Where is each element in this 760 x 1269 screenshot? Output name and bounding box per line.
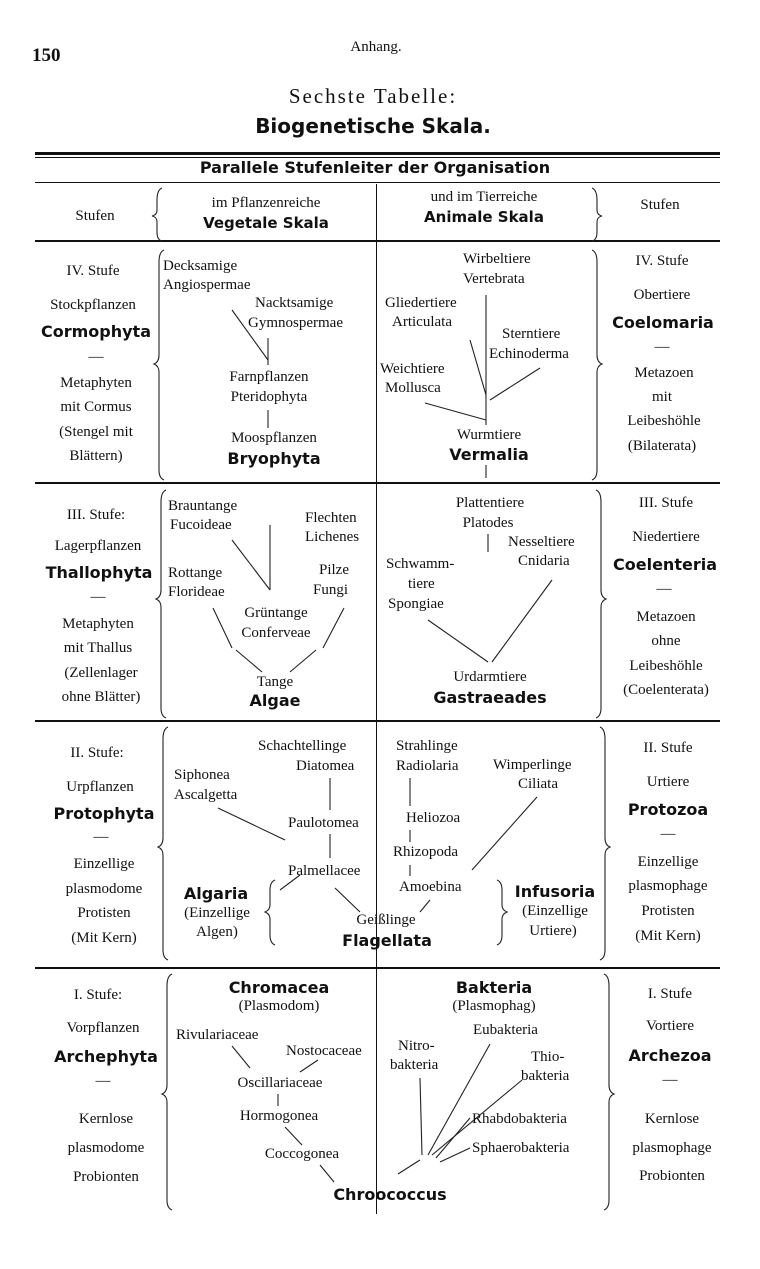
- right-cell-term: Coelenteria: [613, 555, 717, 574]
- left-cell-dash: —: [93, 829, 109, 845]
- animal-taxon: Urtiere): [529, 923, 577, 939]
- left-cell-line: (Zellenlager: [64, 665, 138, 681]
- animal-taxon: Vertebrata: [463, 271, 525, 287]
- right-cell-line: Niedertiere: [632, 529, 700, 545]
- header-left-brace: [152, 188, 162, 241]
- animal-taxon: Rhizopoda: [393, 844, 458, 860]
- animal-taxon: Platodes: [462, 515, 514, 531]
- right-cell-line: (Coelenterata): [623, 682, 709, 698]
- animal-taxon: Spongiae: [388, 596, 444, 612]
- header-right-brace: [592, 188, 602, 241]
- plant-taxon: Palmellacee: [288, 863, 361, 879]
- plant-taxon: Rivulariaceae: [176, 1027, 259, 1043]
- animal-taxon: Sterntiere: [502, 326, 561, 342]
- animal-taxon: Nesseltiere: [508, 534, 575, 550]
- animal-taxon: Thio-: [531, 1049, 565, 1065]
- plant-taxon: Angiospermae: [163, 277, 251, 293]
- plant-taxon: Diatomea: [296, 758, 355, 774]
- plant-taxon: Paulotomea: [288, 815, 359, 831]
- animal-taxon: Heliozoa: [406, 810, 461, 826]
- left-cell-line: Vorpflanzen: [66, 1020, 140, 1036]
- left-cell-line: plasmodome: [67, 1140, 145, 1156]
- right-cell-term: Protozoa: [627, 800, 709, 819]
- right-cell-line: (Bilaterata): [627, 438, 697, 454]
- left-cell-line: ohne Blätter): [61, 689, 141, 705]
- right-cell-line: Urtiere: [646, 774, 690, 790]
- left-cell-dash: —: [90, 589, 106, 605]
- animal-taxon: Rhabdobakteria: [472, 1111, 567, 1127]
- animal-taxon: Wurmtiere: [456, 427, 522, 443]
- animal-taxon-group: Gastraeades: [433, 688, 547, 707]
- right-cell-line: plasmophage: [632, 1140, 712, 1156]
- left-cell-line: plasmodome: [65, 881, 143, 897]
- left-cell-line: Urpflanzen: [66, 779, 134, 795]
- plant-taxon: Algen): [196, 924, 238, 940]
- plant-taxon-group: Bryophyta: [227, 449, 321, 468]
- animal-taxon: (Einzellige: [522, 903, 588, 919]
- right-cell-line: II. Stufe: [643, 740, 693, 756]
- left-cell-line: Kernlose: [78, 1111, 134, 1127]
- plant-taxon: Schachtellinge: [258, 738, 347, 754]
- left-cell-line: Blättern): [69, 448, 123, 464]
- plant-taxon: Grüntange: [244, 605, 308, 621]
- header-right-stufen: Stufen: [640, 197, 680, 213]
- table-banner: Parallele Stufenleiter der Organisation: [199, 158, 551, 177]
- animal-taxon: Articulata: [392, 314, 452, 330]
- left-cell-line: Metaphyten: [62, 616, 134, 632]
- animal-taxon: Urdarmtiere: [453, 669, 527, 685]
- right-cell-line: mit: [651, 389, 673, 405]
- left-cell-line: Metaphyten: [60, 375, 132, 391]
- animal-taxon: Plattentiere: [455, 495, 525, 511]
- right-cell-line: Vortiere: [645, 1018, 695, 1034]
- animal-taxon: Amoebina: [399, 879, 462, 895]
- left-cell-line: IV. Stufe: [66, 263, 120, 279]
- plant-taxon: Nacktsamige: [255, 295, 334, 311]
- page-number: 150: [32, 45, 61, 66]
- right-cell-term: Archezoa: [628, 1046, 712, 1065]
- right-cell-line: Kernlose: [644, 1111, 700, 1127]
- animal-taxon: Radiolaria: [396, 758, 459, 774]
- plant-taxon-group: Algae: [249, 691, 301, 710]
- right-cell-line: plasmophage: [628, 878, 708, 894]
- header-animal-scale: Animale Skala: [424, 208, 544, 226]
- right-cell-dash: —: [662, 1072, 678, 1088]
- animal-taxon: Cnidaria: [518, 553, 570, 569]
- table-title: Sechste Tabelle:: [288, 84, 458, 108]
- left-cell-line: (Mit Kern): [71, 930, 137, 946]
- right-cell-line: Leibeshöhle: [629, 658, 703, 674]
- right-cell-line: III. Stufe: [638, 495, 694, 511]
- plant-taxon-group: Algaria: [183, 884, 249, 903]
- left-cell-line: II. Stufe:: [70, 745, 124, 761]
- plant-taxon: Tange: [256, 674, 294, 690]
- left-cell-dash: —: [95, 1073, 111, 1089]
- animal-taxon: Eubakteria: [473, 1022, 538, 1038]
- right-cell-line: IV. Stufe: [635, 253, 689, 269]
- plant-taxon: Flechten: [305, 510, 357, 526]
- plant-taxon: (Einzellige: [184, 905, 250, 921]
- right-cell-dash: —: [656, 581, 672, 597]
- right-cell-line: Probionten: [639, 1168, 705, 1184]
- right-cell-line: (Mit Kern): [635, 928, 701, 944]
- header-animal-title: und im Tierreiche: [430, 189, 538, 205]
- animal-taxon-group: Vermalia: [449, 445, 529, 464]
- center-taxon-group: Chroococcus: [333, 1185, 447, 1204]
- animal-taxon: bakteria: [521, 1068, 570, 1084]
- animal-taxon: Sphaerobakteria: [472, 1140, 570, 1156]
- left-cell-term: Cormophyta: [40, 322, 152, 341]
- right-cell-dash: —: [660, 826, 676, 842]
- right-cell-term: Coelomaria: [612, 313, 714, 332]
- plant-taxon-group: Chromacea: [228, 978, 330, 997]
- left-cell-line: (Stengel mit: [59, 424, 133, 440]
- animal-taxon: (Plasmophag): [452, 998, 536, 1014]
- right-cell-line: Obertiere: [633, 287, 691, 303]
- animal-taxon: Gliedertiere: [385, 295, 457, 311]
- right-cell-line: Einzellige: [637, 854, 699, 870]
- plant-taxon: Coccogonea: [264, 1146, 340, 1162]
- running-title: Anhang.: [350, 39, 402, 55]
- plant-taxon: Siphonea: [174, 767, 230, 783]
- plant-taxon: Pilze: [319, 562, 349, 578]
- animal-taxon: Nitro-: [398, 1038, 435, 1054]
- animal-taxon: Wimperlinge: [493, 757, 572, 773]
- left-cell-line: Stockpflanzen: [50, 297, 136, 313]
- animal-taxon: tiere: [408, 576, 435, 592]
- plant-taxon: Brauntange: [168, 498, 238, 514]
- center-taxon: Geißlinge: [356, 912, 416, 928]
- header-plant-scale: Vegetale Skala: [203, 214, 329, 232]
- plant-taxon: Pteridophyta: [230, 389, 308, 405]
- animal-taxon-group: Infusoria: [514, 882, 596, 901]
- left-cell-line: Einzellige: [73, 856, 135, 872]
- animal-taxon: Weichtiere: [380, 361, 445, 377]
- right-cell-line: I. Stufe: [647, 986, 693, 1002]
- plant-taxon: Moospflanzen: [231, 430, 317, 446]
- plant-taxon: Florideae: [168, 584, 225, 600]
- left-cell-term: Protophyta: [53, 804, 155, 823]
- left-cell-line: Lagerpflanzen: [54, 538, 142, 554]
- left-cell-line: III. Stufe:: [66, 507, 126, 523]
- left-cell-line: Probionten: [73, 1169, 139, 1185]
- left-cell-line: mit Thallus: [63, 640, 133, 656]
- table-subtitle: Biogenetische Skala.: [255, 114, 491, 138]
- plant-taxon: Ascalgetta: [174, 787, 238, 803]
- plant-taxon: Gymnospermae: [248, 315, 343, 331]
- left-cell-line: Protisten: [77, 905, 131, 921]
- plant-taxon: Farnpflanzen: [229, 369, 309, 385]
- plant-taxon: Lichenes: [305, 529, 360, 545]
- plant-taxon: Rottange: [168, 565, 223, 581]
- animal-taxon: Ciliata: [518, 776, 558, 792]
- header-plant-title: im Pflanzenreiche: [211, 195, 321, 211]
- right-cell-line: Metazoen: [634, 365, 694, 381]
- center-taxon-group: Flagellata: [342, 931, 432, 950]
- plant-taxon: Nostocaceae: [286, 1043, 362, 1059]
- plant-taxon: Fucoideae: [170, 517, 232, 533]
- right-cell-line: Protisten: [641, 903, 695, 919]
- right-cell-line: ohne: [651, 633, 681, 649]
- animal-taxon: Wirbeltiere: [463, 251, 531, 267]
- plant-taxon: Conferveae: [241, 625, 311, 641]
- plant-taxon: Oscillariaceae: [237, 1075, 323, 1091]
- animal-taxon: bakteria: [390, 1057, 439, 1073]
- left-cell-term: Archephyta: [54, 1047, 158, 1066]
- animal-taxon: Schwamm-: [386, 556, 455, 572]
- animal-taxon: Strahlinge: [396, 738, 458, 754]
- plant-taxon: Hormogonea: [239, 1108, 319, 1124]
- left-cell-term: Thallophyta: [45, 563, 153, 582]
- right-cell-line: Leibeshöhle: [627, 413, 701, 429]
- animal-taxon-group: Bakteria: [455, 978, 533, 997]
- animal-taxon: Mollusca: [385, 380, 441, 396]
- right-cell-line: Metazoen: [636, 609, 696, 625]
- animal-taxon: Echinoderma: [489, 346, 569, 362]
- header-left-stufen: Stufen: [75, 208, 115, 224]
- left-cell-line: mit Cormus: [60, 399, 132, 415]
- plant-taxon: (Plasmodom): [238, 998, 320, 1014]
- right-cell-dash: —: [654, 339, 670, 355]
- left-cell-line: I. Stufe:: [73, 987, 123, 1003]
- plant-taxon: Decksamige: [163, 258, 238, 274]
- plant-taxon: Fungi: [313, 582, 349, 598]
- left-cell-dash: —: [88, 349, 104, 365]
